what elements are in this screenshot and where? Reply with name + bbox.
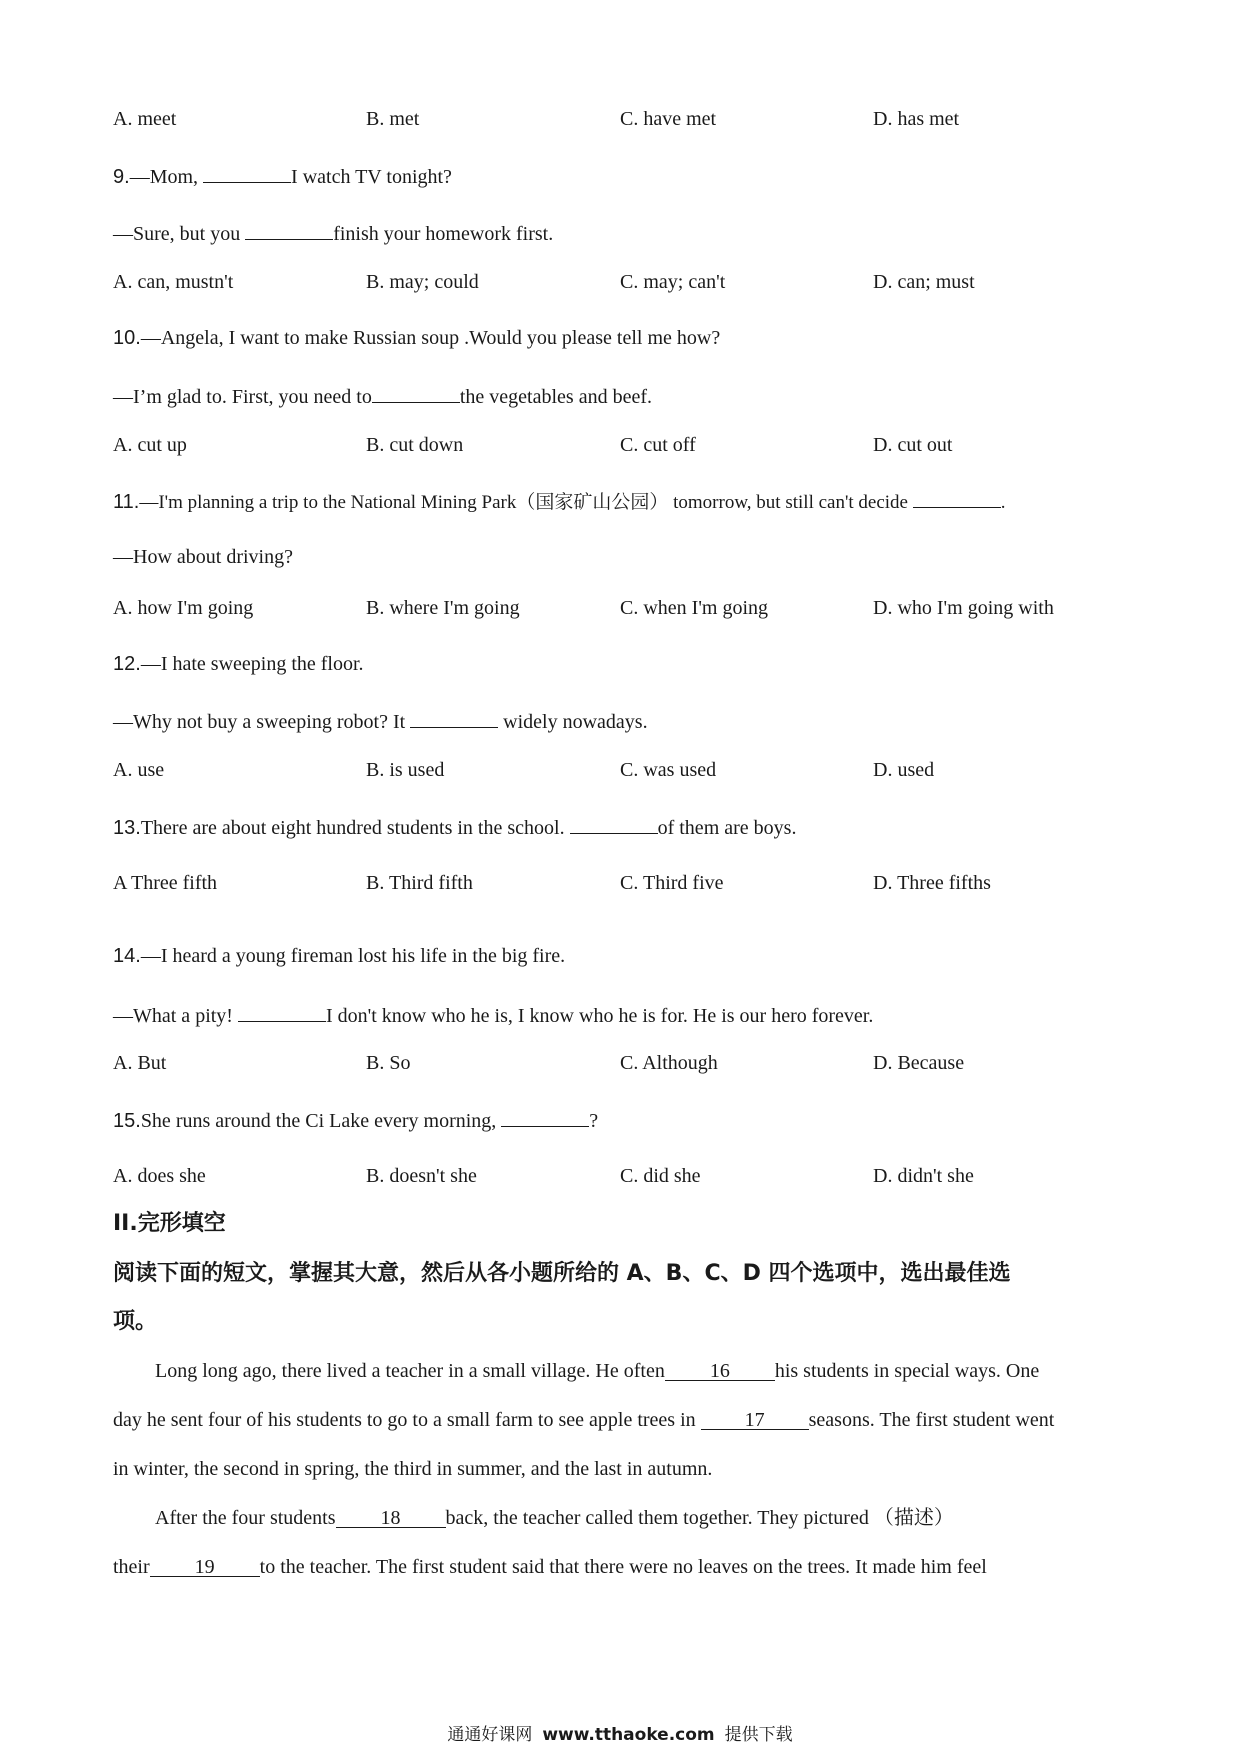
q15-option-a[interactable]: A. does she (113, 1165, 206, 1187)
q14-option-a[interactable]: A. But (113, 1052, 167, 1074)
q14-number: 14. (113, 945, 141, 967)
page-footer (0, 1724, 1240, 1746)
q11-reply-text: —How about driving? (113, 546, 293, 568)
q11-option-c[interactable]: C. when I'm going (620, 597, 769, 619)
q10-question (113, 326, 720, 350)
q14-blank[interactable] (238, 1002, 326, 1022)
q12-question (113, 652, 364, 676)
passage-text: in winter, the second in spring, the third in summer, and the last in autumn. (113, 1458, 713, 1480)
q9-option-d[interactable]: D. can; must (873, 271, 975, 293)
q11-options (113, 596, 1133, 620)
q9-reply-a: —Sure, but you (113, 223, 246, 245)
q12-reply (113, 708, 648, 734)
q10-options (113, 433, 1133, 457)
q11-blank[interactable] (913, 488, 1001, 508)
footer-site-link[interactable]: www.tthaoke.com (542, 1725, 715, 1745)
q11-option-b[interactable]: B. where I'm going (366, 597, 520, 619)
q11-option-d[interactable]: D. who I'm going with (873, 597, 1054, 619)
q10-option-d[interactable]: D. cut out (873, 434, 953, 456)
q9-text-b: I watch TV tonight? (291, 166, 452, 188)
q12-reply-a: —Why not buy a sweeping robot? It (113, 711, 411, 733)
passage-text: back, the teacher called them together. They pictured （描述） (445, 1507, 954, 1529)
q11-number: 11. (113, 491, 140, 513)
q10-reply-a: —I’m glad to. First, you need to (113, 386, 372, 408)
q13-option-c[interactable]: C. Third five (620, 872, 724, 894)
q8-options (113, 107, 1133, 131)
q15-option-c[interactable]: C. did she (620, 1165, 701, 1187)
passage-p1-line-3 (113, 1457, 712, 1481)
q12-reply-b: widely nowadays. (498, 711, 648, 733)
q12-number: 12. (113, 653, 141, 675)
q11-option-a[interactable]: A. how I'm going (113, 597, 254, 619)
q14-reply (113, 1002, 873, 1028)
q13-text-a: There are about eight hundred students in the school. (140, 817, 570, 839)
q15-number: 15. (113, 1110, 141, 1132)
q11-question (113, 488, 1006, 515)
section-2-instruction-line-1: 阅读下面的短文，掌握其大意，然后从各小题所给的 A、B、C、D 四个选项中，选出最佳选 (113, 1261, 1011, 1286)
q13-question (113, 814, 796, 840)
q12-blank[interactable] (410, 708, 498, 728)
q8-option-d[interactable]: D. has met (873, 108, 960, 130)
passage-blank-16[interactable]: 16 (665, 1361, 775, 1381)
passage-text: their (113, 1556, 150, 1578)
q10-blank[interactable] (372, 383, 460, 403)
q14-text: —I heard a young fireman lost his life in the big fire. (140, 945, 566, 967)
q12-options (113, 758, 1133, 782)
q13-number: 13. (113, 817, 141, 839)
q9-options (113, 270, 1133, 294)
q14-reply-b: I don't know who he is, I know who he is for. He is our hero forever. (325, 1005, 874, 1027)
q14-question (113, 944, 565, 968)
q15-option-b[interactable]: B. doesn't she (366, 1165, 477, 1187)
section-2-instruction-line-2: 项。 (113, 1309, 158, 1334)
passage-text: his students in special ways. One (774, 1360, 1040, 1382)
q14-option-d[interactable]: D. Because (873, 1052, 965, 1074)
q9-number: 9. (113, 166, 130, 188)
q15-blank[interactable] (501, 1107, 589, 1127)
q8-option-b[interactable]: B. met (366, 108, 420, 130)
q14-option-c[interactable]: C. Although (620, 1052, 718, 1074)
q9-reply-b: finish your homework first. (333, 223, 554, 245)
q10-option-a[interactable]: A. cut up (113, 434, 187, 456)
q13-options (113, 871, 1133, 895)
q13-option-d[interactable]: D. Three fifths (873, 872, 991, 894)
passage-p1-line-2 (113, 1408, 1054, 1432)
q10-number: 10. (113, 327, 141, 349)
q12-text: —I hate sweeping the floor. (140, 653, 364, 675)
q11-reply (113, 545, 293, 569)
q8-option-c[interactable]: C. have met (620, 108, 717, 130)
section-2-title: II.完形填空 (113, 1211, 226, 1236)
q12-option-c[interactable]: C. was used (620, 759, 717, 781)
q14-option-b[interactable]: B. So (366, 1052, 411, 1074)
q13-blank[interactable] (570, 814, 658, 834)
q11-text-a: —I'm planning a trip to the National Mining Park（国家矿山公园） tomorrow, but still can't decide (139, 492, 913, 513)
q9-option-b[interactable]: B. may; could (366, 271, 479, 293)
passage-text: day he sent four of his students to go to a small farm to see apple trees in (113, 1409, 701, 1431)
q9-option-c[interactable]: C. may; can't (620, 271, 726, 293)
q10-option-c[interactable]: C. cut off (620, 434, 696, 456)
q12-option-a[interactable]: A. use (113, 759, 165, 781)
q10-reply (113, 383, 652, 409)
q15-options (113, 1164, 1133, 1188)
footer-left-text: 通通好课网 (447, 1725, 533, 1745)
q10-text: —Angela, I want to make Russian soup .Would you please tell me how? (140, 327, 721, 349)
q13-text-b: of them are boys. (657, 817, 797, 839)
q9-reply (113, 220, 553, 246)
q13-option-a[interactable]: A Three fifth (113, 872, 218, 894)
q9-blank-2[interactable] (245, 220, 333, 240)
passage-p2-line-2 (113, 1555, 987, 1579)
q14-options (113, 1051, 1133, 1075)
passage-blank-18[interactable]: 18 (336, 1508, 446, 1528)
passage-p2-line-1 (155, 1506, 954, 1530)
passage-p1-line-1 (155, 1359, 1039, 1383)
passage-text: After the four students (155, 1507, 336, 1529)
q14-reply-a: —What a pity! (113, 1005, 238, 1027)
q10-reply-b: the vegetables and beef. (459, 386, 652, 408)
q8-option-a[interactable]: A. meet (113, 108, 177, 130)
q9-question (113, 163, 452, 189)
q15-option-d[interactable]: D. didn't she (873, 1165, 974, 1187)
q13-option-b[interactable]: B. Third fifth (366, 872, 473, 894)
q9-text-a: —Mom, (129, 166, 204, 188)
passage-text: to the teacher. The first student said that there were no leaves on the trees. It made him feel (259, 1556, 987, 1578)
q15-text-b: ? (589, 1110, 599, 1132)
q15-text-a: She runs around the Ci Lake every morning, (140, 1110, 502, 1132)
passage-text: seasons. The first student went (808, 1409, 1055, 1431)
q9-option-a[interactable]: A. can, mustn't (113, 271, 234, 293)
q9-blank-1[interactable] (203, 163, 291, 183)
q11-text-b: . (1000, 492, 1006, 513)
passage-blank-19[interactable]: 19 (150, 1557, 260, 1577)
passage-blank-17[interactable]: 17 (701, 1410, 809, 1430)
q15-question (113, 1107, 598, 1133)
q10-option-b[interactable]: B. cut down (366, 434, 464, 456)
q12-option-b[interactable]: B. is used (366, 759, 445, 781)
footer-right-text: 提供下载 (724, 1725, 793, 1745)
passage-text: Long long ago, there lived a teacher in a small village. He often (155, 1360, 665, 1382)
q12-option-d[interactable]: D. used (873, 759, 935, 781)
